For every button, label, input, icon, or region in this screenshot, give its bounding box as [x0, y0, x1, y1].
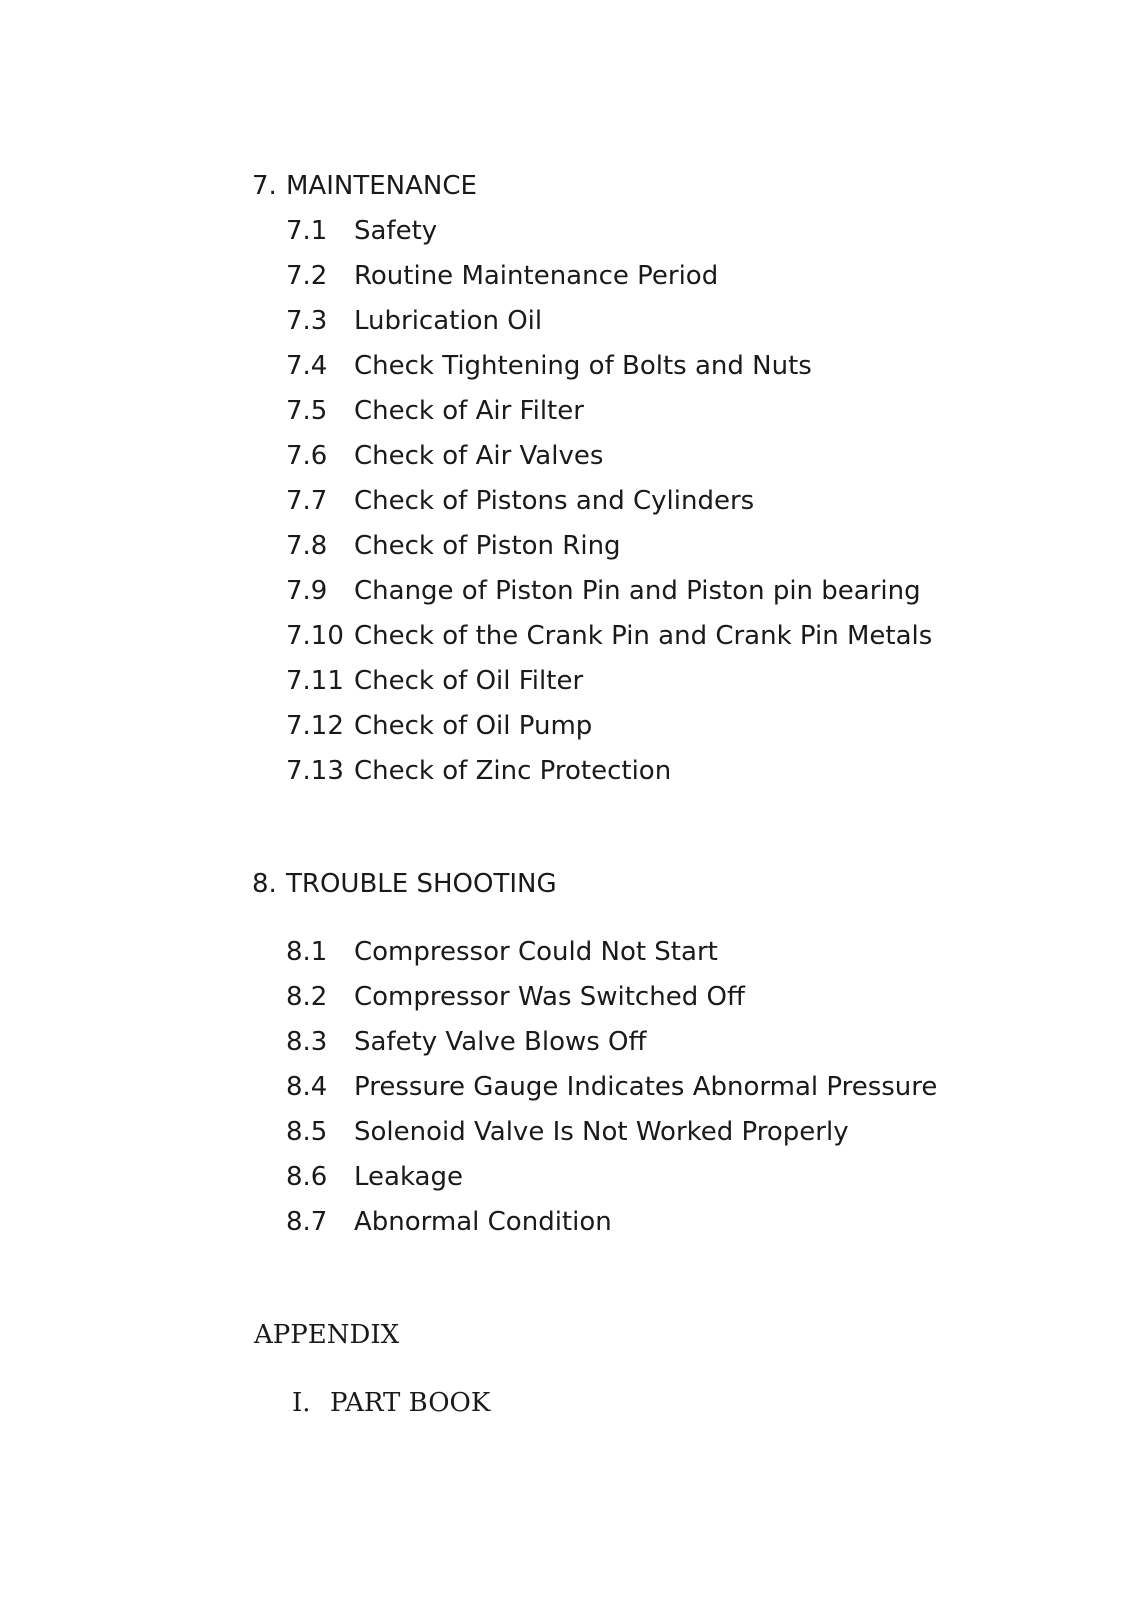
- item-title: Check of Oil Pump: [354, 711, 593, 741]
- item-title: Compressor Could Not Start: [354, 937, 718, 967]
- toc-item: [286, 575, 921, 607]
- item-number: 7.7: [286, 486, 328, 516]
- toc-item: [286, 710, 592, 742]
- toc-item: [286, 305, 542, 337]
- section-title: MAINTENANCE: [286, 171, 477, 201]
- toc-item: [286, 215, 437, 247]
- toc-item: [286, 936, 718, 968]
- item-number: 8.4: [286, 1072, 328, 1102]
- section-number: 7.: [252, 171, 277, 201]
- item-title: Check of Zinc Protection: [354, 756, 672, 786]
- section-heading-maintenance: [252, 170, 477, 202]
- toc-item: [286, 350, 812, 382]
- toc-item: [286, 395, 584, 427]
- item-number: 8.2: [286, 982, 328, 1012]
- item-number: 7.3: [286, 306, 328, 336]
- item-title: Check of Air Filter: [354, 396, 584, 426]
- item-number: 7.2: [286, 261, 328, 291]
- appendix-item-number: I.: [292, 1388, 311, 1418]
- section-title: TROUBLE SHOOTING: [286, 869, 557, 899]
- toc-item: [286, 1071, 937, 1103]
- toc-item: [286, 1026, 646, 1058]
- toc-item: [286, 665, 583, 697]
- toc-item: [286, 260, 718, 292]
- item-title: Check of the Crank Pin and Crank Pin Metals: [354, 621, 933, 651]
- item-number: 7.1: [286, 216, 328, 246]
- item-title: Check of Oil Filter: [354, 666, 584, 696]
- item-number: 8.1: [286, 937, 328, 967]
- toc-item: [286, 620, 932, 652]
- toc-item: [286, 1206, 612, 1238]
- item-title: Safety: [354, 216, 438, 246]
- item-title: Solenoid Valve Is Not Worked Properly: [354, 1117, 849, 1147]
- item-number: 7.12: [286, 711, 344, 741]
- item-title: Abnormal Condition: [354, 1207, 612, 1237]
- item-title: Compressor Was Switched Off: [354, 982, 745, 1012]
- item-number: 7.5: [286, 396, 328, 426]
- toc-item: [286, 755, 671, 787]
- toc-item: [286, 1116, 849, 1148]
- item-number: 7.8: [286, 531, 328, 561]
- toc-item: [286, 485, 754, 517]
- item-number: 8.3: [286, 1027, 328, 1057]
- item-number: 7.11: [286, 666, 344, 696]
- item-title: Check of Air Valves: [354, 441, 604, 471]
- toc-item: [286, 981, 745, 1013]
- item-number: 8.7: [286, 1207, 328, 1237]
- item-number: 8.5: [286, 1117, 328, 1147]
- item-number: 7.6: [286, 441, 328, 471]
- appendix-item: [292, 1387, 490, 1419]
- item-number: 7.4: [286, 351, 328, 381]
- item-title: Lubrication Oil: [354, 306, 543, 336]
- item-number: 8.6: [286, 1162, 328, 1192]
- item-title: Check of Pistons and Cylinders: [354, 486, 755, 516]
- item-title: Pressure Gauge Indicates Abnormal Pressure: [354, 1072, 938, 1102]
- item-number: 7.13: [286, 756, 344, 786]
- item-title: Check Tightening of Bolts and Nuts: [354, 351, 812, 381]
- toc-item: [286, 1161, 463, 1193]
- item-title: Safety Valve Blows Off: [354, 1027, 647, 1057]
- item-title: Change of Piston Pin and Piston pin bearing: [354, 576, 921, 606]
- item-number: 7.9: [286, 576, 328, 606]
- item-title: Check of Piston Ring: [354, 531, 621, 561]
- item-title: Leakage: [354, 1162, 463, 1192]
- appendix-item-title: PART BOOK: [330, 1388, 491, 1418]
- toc-item: [286, 440, 603, 472]
- appendix-heading: APPENDIX: [254, 1320, 400, 1350]
- item-title: Routine Maintenance Period: [354, 261, 719, 291]
- item-number: 7.10: [286, 621, 344, 651]
- section-number: 8.: [252, 869, 277, 899]
- section-heading-trouble-shooting: [252, 868, 557, 900]
- toc-item: [286, 530, 621, 562]
